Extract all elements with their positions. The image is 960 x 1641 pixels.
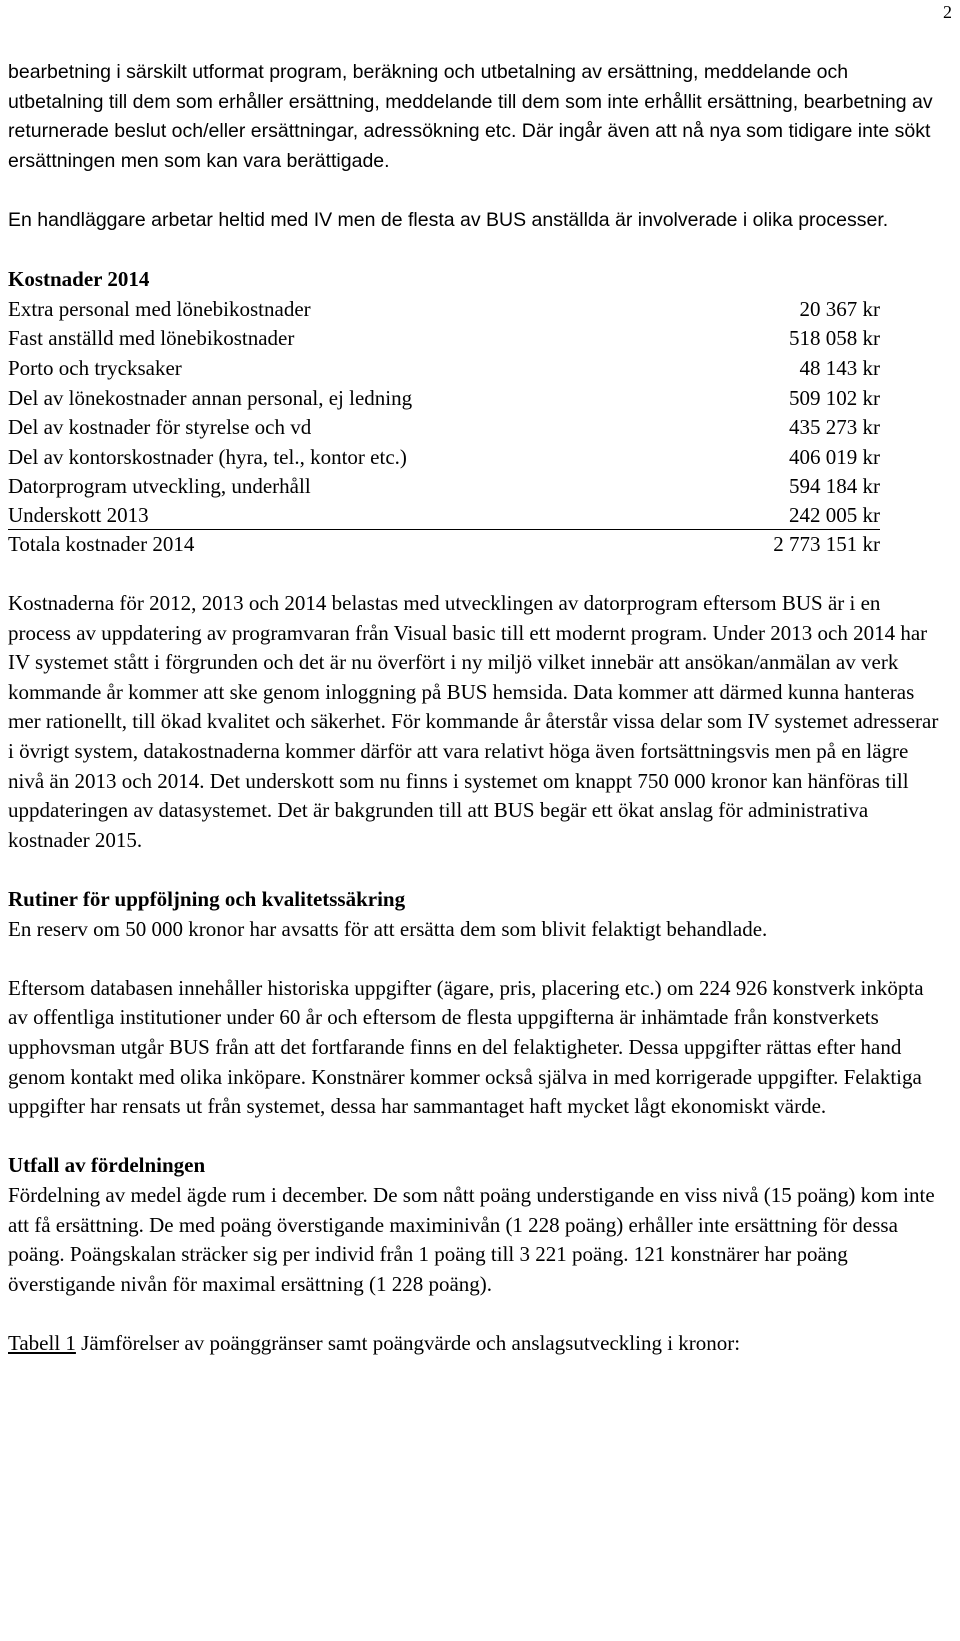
table-caption — [8, 1329, 948, 1359]
table-row — [8, 443, 880, 473]
table-row — [8, 502, 880, 530]
cost-label: Del av kostnader för styrelse och vd — [8, 415, 312, 440]
cost-amount: 509 102 kr — [789, 385, 880, 410]
table-row — [8, 384, 880, 414]
cost-label: Del av lönekostnader annan personal, ej ledning — [8, 385, 413, 410]
cost-label: Extra personal med lönebikostnader — [8, 296, 311, 321]
routines-paragraph-2: Eftersom databasen innehåller historiska uppgifter (ägare, pris, placering etc.) om 224 926 konstverk inköpta av offentliga institutioner under 60 år och eftersom de flesta uppgifterna är inhämtade från konstverkets upphovsman utgår BUS från att det fortfarande finns en del felaktigheter. Dessa uppgifter rättas efter hand genom kontakt med olika inköpare. Konstnärer kommer också själva in med korrigerade uppgifter. Felaktiga uppgifter har rensats ut från systemet, dessa har sammantaget haft mycket lågt ekonomiskt värde. — [8, 975, 924, 1119]
cost-total-amount: 2 773 151 kr — [773, 531, 880, 556]
cost-label: Datorprogram utveckling, underhåll — [8, 474, 311, 499]
costs-table — [8, 295, 880, 560]
page-number: 2 — [943, 2, 952, 22]
cost-total-label: Totala kostnader 2014 — [8, 531, 195, 556]
cost-label: Porto och trycksaker — [8, 355, 182, 380]
table-caption-label: Tabell 1 — [8, 1330, 76, 1355]
table-row — [8, 354, 880, 384]
cost-amount: 406 019 kr — [789, 444, 880, 469]
table-row — [8, 324, 880, 354]
routines-paragraph-1: En reserv om 50 000 kronor har avsatts för att ersätta dem som blivit felaktigt behandlade. — [8, 916, 768, 941]
document-body — [8, 58, 948, 1359]
cost-amount: 594 184 kr — [789, 474, 880, 499]
outcome-heading: Utfall av fördelningen — [8, 1153, 206, 1178]
table-row — [8, 472, 880, 502]
costs-explanation: Kostnaderna för 2012, 2013 och 2014 belastas med utvecklingen av datorprogram eftersom BUS är i en process av uppdatering av programvaran från Visual basic till ett modernt program. Under 2013 och 2014 har IV systemet stått i förgrunden och det är nu överfört i ny miljö vilket innebär att ansökan/anmälan av verk kommande år kommer att ske genom inloggning på BUS hemsida. Data kommer att därmed kunna hanteras mer rationellt, till ökad kvalitet och säkerhet. För kommande år återstår vissa delar som IV systemet adresserar i övrigt system, datakostnaderna kommer därför att vara relativt höga även fortsättningsvis men på en lägre nivå än 2013 och 2014. Det underskott som nu finns i systemet om knappt 750 000 kronor kan hänföras till uppdateringen av datasystemet. Det är bakgrunden till att BUS begär ett ökat anslag för administrativa kostnader 2015. — [8, 591, 939, 852]
table-row — [8, 295, 880, 325]
table-row — [8, 413, 880, 443]
cost-label: Underskott 2013 — [8, 502, 698, 530]
table-caption-text: Jämförelser av poänggränser samt poängvärde och anslagsutveckling i kronor: — [75, 1330, 741, 1355]
intro-paragraph-1: bearbetning i särskilt utformat program, beräkning och utbetalning av ersättning, meddelande och utbetalning till dem som erhåller ersättning, meddelande till dem som inte erhållit ersättning, bearbetning av returnerade beslut och/eller ersättningar, adressökning etc. Där ingår även att nå nya som tidigare inte sökt ersättningen men som kan vara berättigade. — [8, 61, 933, 172]
cost-amount: 48 143 kr — [799, 355, 880, 380]
cost-label: Del av kontorskostnader (hyra, tel., kontor etc.) — [8, 444, 407, 469]
cost-label: Fast anställd med lönebikostnader — [8, 326, 295, 351]
table-row-total — [8, 529, 880, 559]
cost-amount: 435 273 kr — [789, 415, 880, 440]
costs-heading: Kostnader 2014 — [8, 267, 150, 292]
routines-heading: Rutiner för uppföljning och kvalitetssäkring — [8, 887, 406, 912]
cost-amount: 518 058 kr — [789, 326, 880, 351]
intro-paragraph-2: En handläggare arbetar heltid med IV men de flesta av BUS anställda är involverade i olika processer. — [8, 208, 889, 231]
outcome-paragraph-1: Fördelning av medel ägde rum i december. De som nått poäng understigande en viss nivå (15 poäng) kom inte att få ersättning. De med poäng överstigande maximinivån (1 228 poäng) erhåller inte ersättning för dessa poäng. Poängskalan sträcker sig per individ från 1 poäng till 3 221 poäng. 121 konstnärer har poäng överstigande nivån för maximal ersättning (1 228 poäng). — [8, 1182, 935, 1296]
cost-amount: 242 005 kr — [698, 502, 880, 530]
cost-amount: 20 367 kr — [799, 296, 880, 321]
